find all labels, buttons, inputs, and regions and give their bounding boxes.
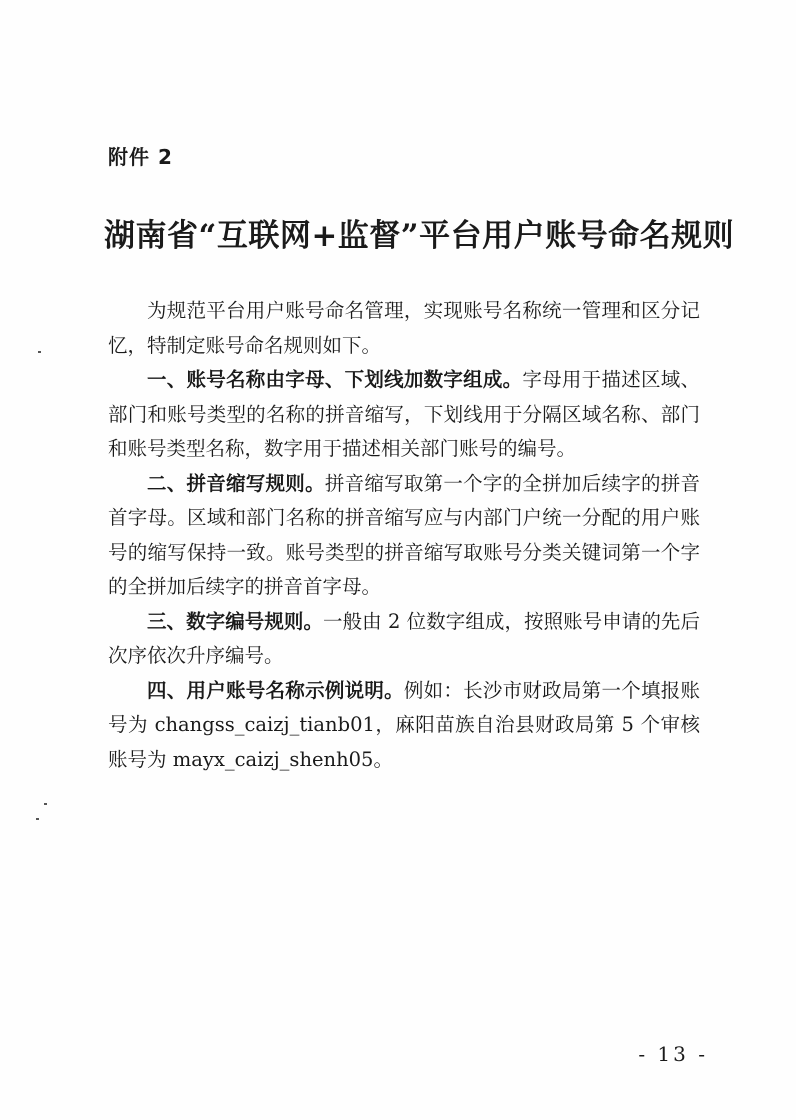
rule-paragraph-1 bbox=[108, 363, 700, 467]
scan-speck bbox=[36, 818, 39, 820]
rule-paragraph-3 bbox=[108, 605, 700, 674]
intro-paragraph bbox=[108, 294, 700, 363]
paragraph-text: 为规范平台用户账号命名管理，实现账号名称统一管理和区分记忆，特制定账号命名规则如下。 bbox=[108, 299, 700, 357]
scan-speck bbox=[44, 803, 47, 805]
rule-paragraph-4 bbox=[108, 674, 700, 778]
paragraph-lead: 二、拼音缩写规则。 bbox=[147, 471, 325, 495]
paragraph-lead: 三、数字编号规则。 bbox=[147, 609, 324, 633]
scan-speck bbox=[38, 351, 41, 353]
rule-paragraph-2 bbox=[108, 467, 700, 605]
attachment-label: 附件 2 bbox=[108, 145, 173, 169]
paragraph-text: 一般由 2 位数字组成，按照账号申请的先后次序依次升序编号。 bbox=[108, 609, 700, 667]
paragraph-text: 拼音缩写取第一个字的全拼加后续字的拼音首字母。区域和部门名称的拼音缩写应与内部门户统一分配的用户账号的缩写保持一致。账号类型的拼音缩写取账号分类关键词第一个字的全拼加后续字的拼音首字母。 bbox=[108, 471, 700, 598]
paragraph-lead: 四、用户账号名称示例说明。 bbox=[147, 678, 404, 702]
paragraph-lead: 一、账号名称由字母、下划线加数字组成。 bbox=[147, 368, 523, 391]
paragraph-text: 例如：长沙市财政局第一个填报账号为 changss_caizj_tianb01，麻阳苗族自治县财政局第 5 个审核账号为 mayx_caizj_shenh05。 bbox=[108, 678, 700, 771]
paragraph-text: 字母用于描述区域、部门和账号类型的名称的拼音缩写，下划线用于分隔区域名称、部门和账号类型名称，数字用于描述相关部门账号的编号。 bbox=[108, 368, 700, 460]
document-body bbox=[108, 294, 700, 777]
document-title: 湖南省“互联网+监督”平台用户账号命名规则 bbox=[104, 218, 735, 254]
page-number: - 13 - bbox=[638, 1042, 708, 1066]
